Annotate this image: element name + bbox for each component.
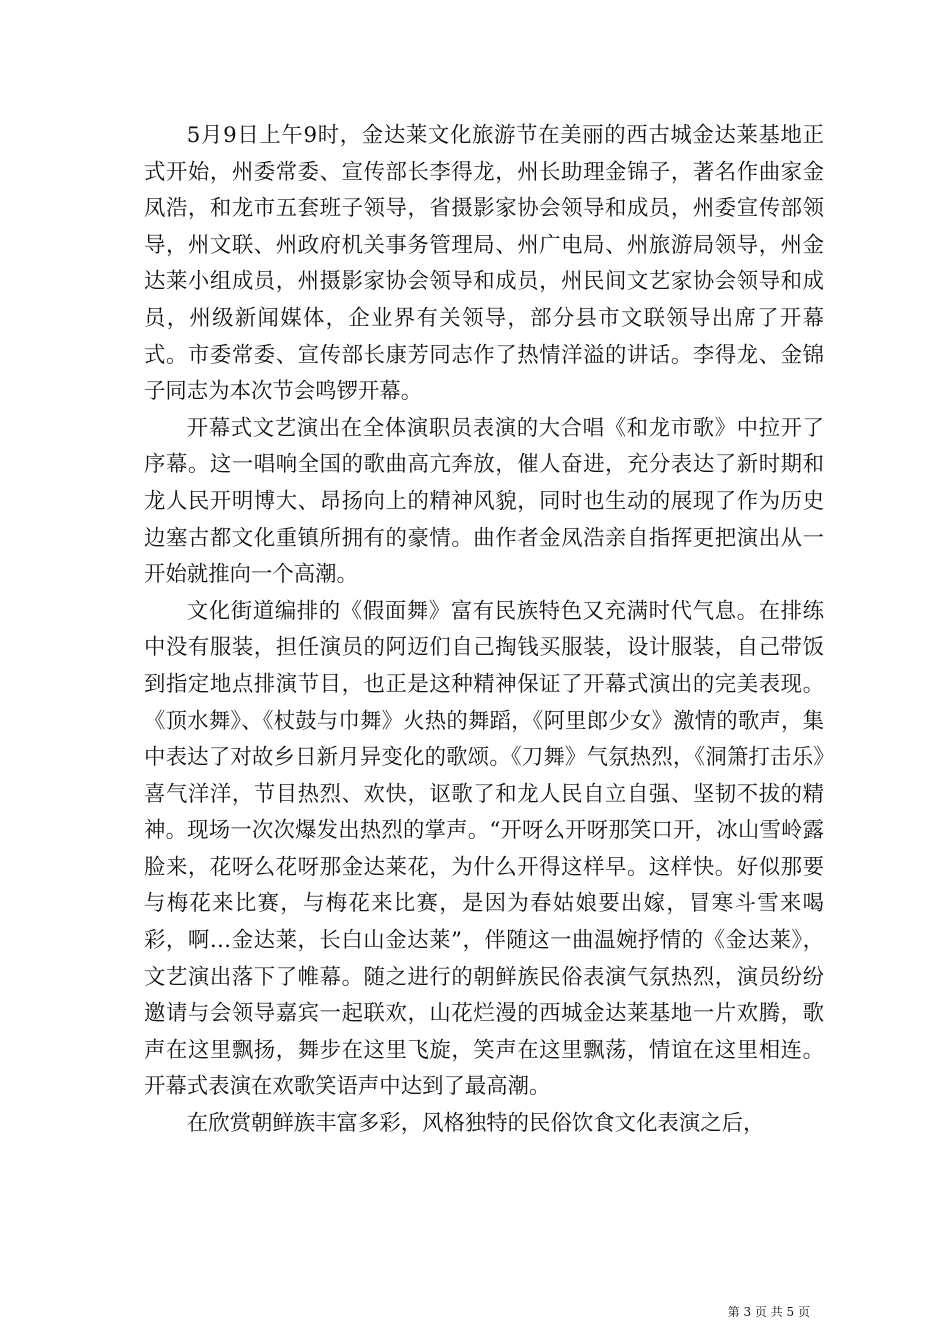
- document-body: [144, 118, 824, 1143]
- paragraph-after-folk-performance: 在欣赏朝鲜族丰富多彩，风格独特的民俗饮食文化表演之后，: [186, 1111, 765, 1137]
- paragraph-performance-start: 开幕式文艺演出在全体演职员表演的大合唱《和龙市歌》中拉开了序幕。这一唱响全国的歌曲高亢奔放，催人奋进，充分表达了新时期和龙人民开明博大、昂扬向上的精神风貌，同时也生动的展现了作为历史边塞古都文化重镇所拥有的豪情。曲作者金凤浩亲自指挥更把演出从一开始就推向一个高潮。: [144, 415, 824, 588]
- page-number: [700, 1304, 810, 1320]
- page-number-text: 第 3 页 共 5 页: [727, 1305, 810, 1319]
- paragraph-performance-details: 文化街道编排的《假面舞》富有民族特色又充满时代气息。在排练中没有服装，担任演员的阿迈们自己掏钱买服装，设计服装，自己带饭到指定地点排演节目，也正是这种精神保证了开幕式演出的完美表现。《顶水舞》、《杖鼓与巾舞》火热的舞蹈，《阿里郎少女》激情的歌声，集中表达了对故乡日新月异变化的歌颂。《刀舞》气氛热烈，《洞箫打击乐》喜气洋洋，节目热烈、欢快，讴歌了和龙人民自立自强、坚韧不拔的精神。现场一次次爆发出热烈的掌声。“开呀么开呀那笑口开，冰山雪岭露脸来，花呀么花呀那金达莱花，为什么开得这样早。这样快。好似那要与梅花来比赛，与梅花来比赛，是因为春姑娘要出嫁，冒寒斗雪来喝彩，啊…金达莱，长白山金达莱”，伴随这一曲温婉抒情的《金达莱》，文艺演出落下了帷幕。随之进行的朝鲜族民俗表演气氛热烈，演员纷纷邀请与会领导嘉宾一起联欢，山花烂漫的西城金达莱基地一片欢腾，歌声在这里飘扬，舞步在这里飞旋，笑声在这里飘荡，情谊在这里相连。开幕式表演在欢歌笑语声中达到了最高潮。: [144, 598, 824, 1100]
- paragraph-opening-ceremony: 5月9日上午9时，金达莱文化旅游节在美丽的西古城金达莱基地正式开始，州委常委、宣传部长李得龙，州长助理金锦子，著名作曲家金凤浩，和龙市五套班子领导，省摄影家协会领导和成员，州委宣传部领导，州文联、州政府机关事务管理局、州广电局、州旅游局领导，州金达莱小组成员，州摄影家协会领导和成员，州民间文艺家协会领导和成员，州级新闻媒体，企业界有关领导，部分县市文联领导出席了开幕式。市委常委、宣传部长康芳同志作了热情洋溢的讲话。李得龙、金锦子同志为本次节会鸣锣开幕。: [144, 123, 824, 405]
